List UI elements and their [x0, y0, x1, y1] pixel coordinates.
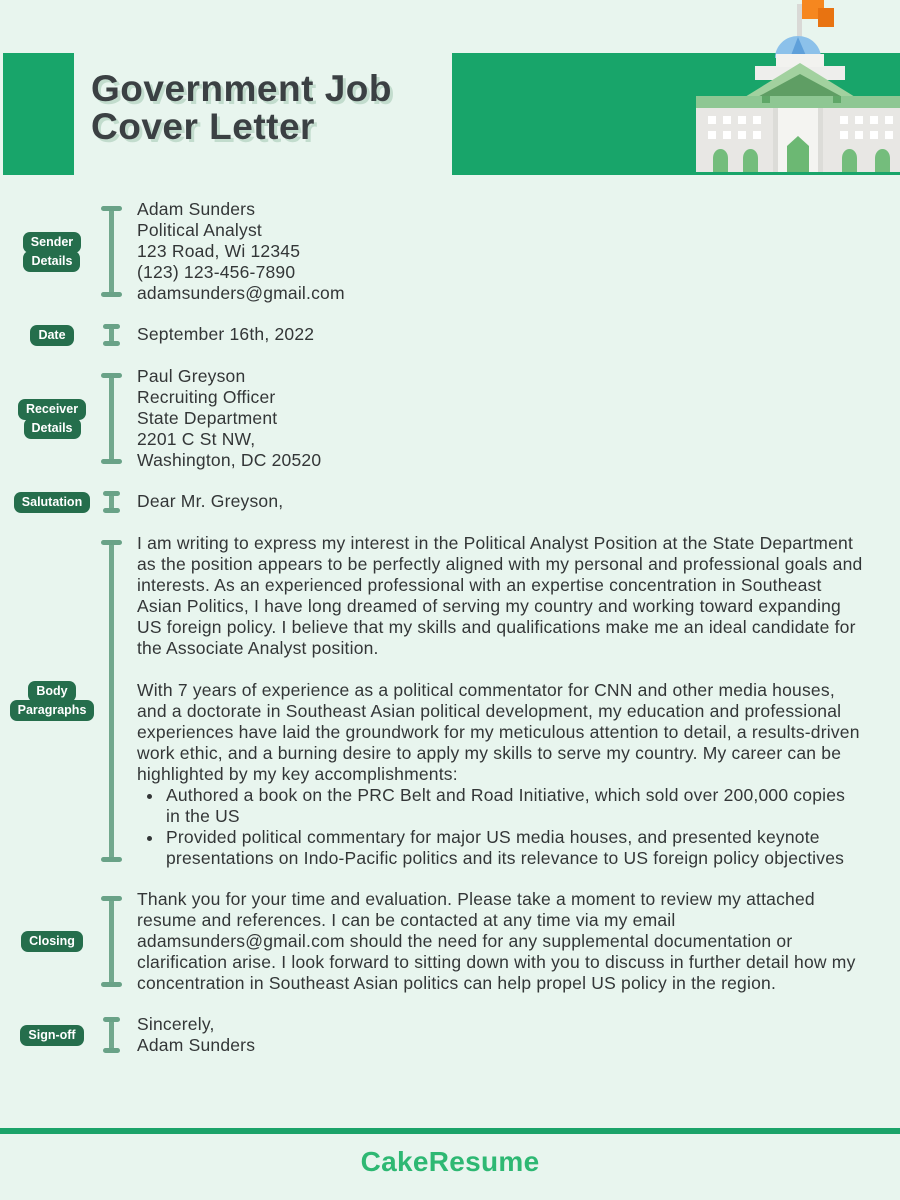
section-body-paragraphs: [0, 533, 900, 869]
section-salutation: [0, 491, 900, 513]
closing-paragraph: Thank you for your time and evaluation. Please take a moment to review my attached resume and references. I can be contacted at any time via my email adamsunders@gmail.com should the need for any supplemental documentation or clarification arise. I look forward to sitting down with you to discuss in further detail how my concentration in Southeast Asian politics can help propel US policy in the region.: [137, 889, 856, 993]
section-bracket: [101, 540, 122, 862]
signoff-badge: Sign-off: [20, 1025, 83, 1046]
list-item: • Authored a book on the PRC Belt and Road Initiative, which sold over 200,000 copies in the US: [164, 785, 864, 827]
section-receiver-details: [0, 366, 900, 471]
sender-details-text: Adam Sunders Political Analyst 123 Road, Wi 12345 (123) 123-456-7890 adamsunders@gmail.com: [137, 199, 345, 303]
accomplishments-list: [137, 785, 864, 869]
page-title: [91, 70, 392, 146]
body-paragraph-1: I am writing to express my interest in the Political Analyst Position at the State Department as the position appears to be perfectly aligned with my personal and professional goals and interests. As an experienced professional with an expertise concentration in Southeast Asian Politics, I have long dreamed of serving my country and working toward expanding US foreign policy. I believe that my skills and qualifications make me an ideal candidate for the Associate Analyst position.: [137, 533, 863, 658]
section-bracket: [101, 896, 122, 987]
page-title-line1: Government Job: [91, 68, 392, 109]
section-date: [0, 324, 900, 346]
section-sender-details: [0, 199, 900, 304]
sender-details-badge: Sender Details: [23, 232, 81, 272]
body-paragraphs-badge: Body Paragraphs: [10, 681, 95, 721]
section-bracket: [101, 206, 122, 297]
salutation-badge: Salutation: [14, 492, 90, 513]
date-badge: Date: [30, 325, 73, 346]
page-title-line2: Cover Letter: [91, 106, 315, 147]
date-text: September 16th, 2022: [137, 324, 315, 344]
body-paragraphs-text: [126, 533, 864, 869]
salutation-text: Dear Mr. Greyson,: [137, 491, 284, 511]
list-item: • Provided political commentary for major US media houses, and presented keynote presentations on Indo-Pacific politics and its relevance to US foreign policy objectives: [164, 827, 864, 869]
government-building-icon: [690, 0, 900, 180]
closing-badge: Closing: [21, 931, 83, 952]
closing-text: [126, 889, 864, 994]
cover-letter-body: [0, 175, 900, 1076]
section-bracket: [103, 1014, 120, 1056]
section-signoff: [0, 1014, 900, 1056]
banner-left-block: [3, 53, 74, 175]
header-banner: [0, 0, 900, 180]
body-paragraph-2: With 7 years of experience as a political commentator for CNN and other media houses, and a doctorate in Southeast Asian political development, my education and professional experiences have laid the groundwork for my meticulous attention to detail, a results-driven work ethic, and a burning desire to apply my skills to serve my country. My career can be highlighted by my key accomplishments:: [137, 680, 860, 784]
footer-divider: [0, 1128, 900, 1134]
receiver-details-text: Paul Greyson Recruiting Officer State Department 2201 C St NW, Washington, DC 20520: [137, 366, 322, 470]
section-bracket: [103, 491, 120, 513]
footer: [0, 1128, 900, 1200]
signoff-text: Sincerely, Adam Sunders: [137, 1014, 256, 1055]
receiver-details-badge: Receiver Details: [18, 399, 86, 439]
section-bracket: [103, 324, 120, 346]
section-bracket: [101, 373, 122, 464]
section-closing: [0, 889, 900, 994]
cakeresume-logo: CakeResume: [360, 1146, 540, 1177]
